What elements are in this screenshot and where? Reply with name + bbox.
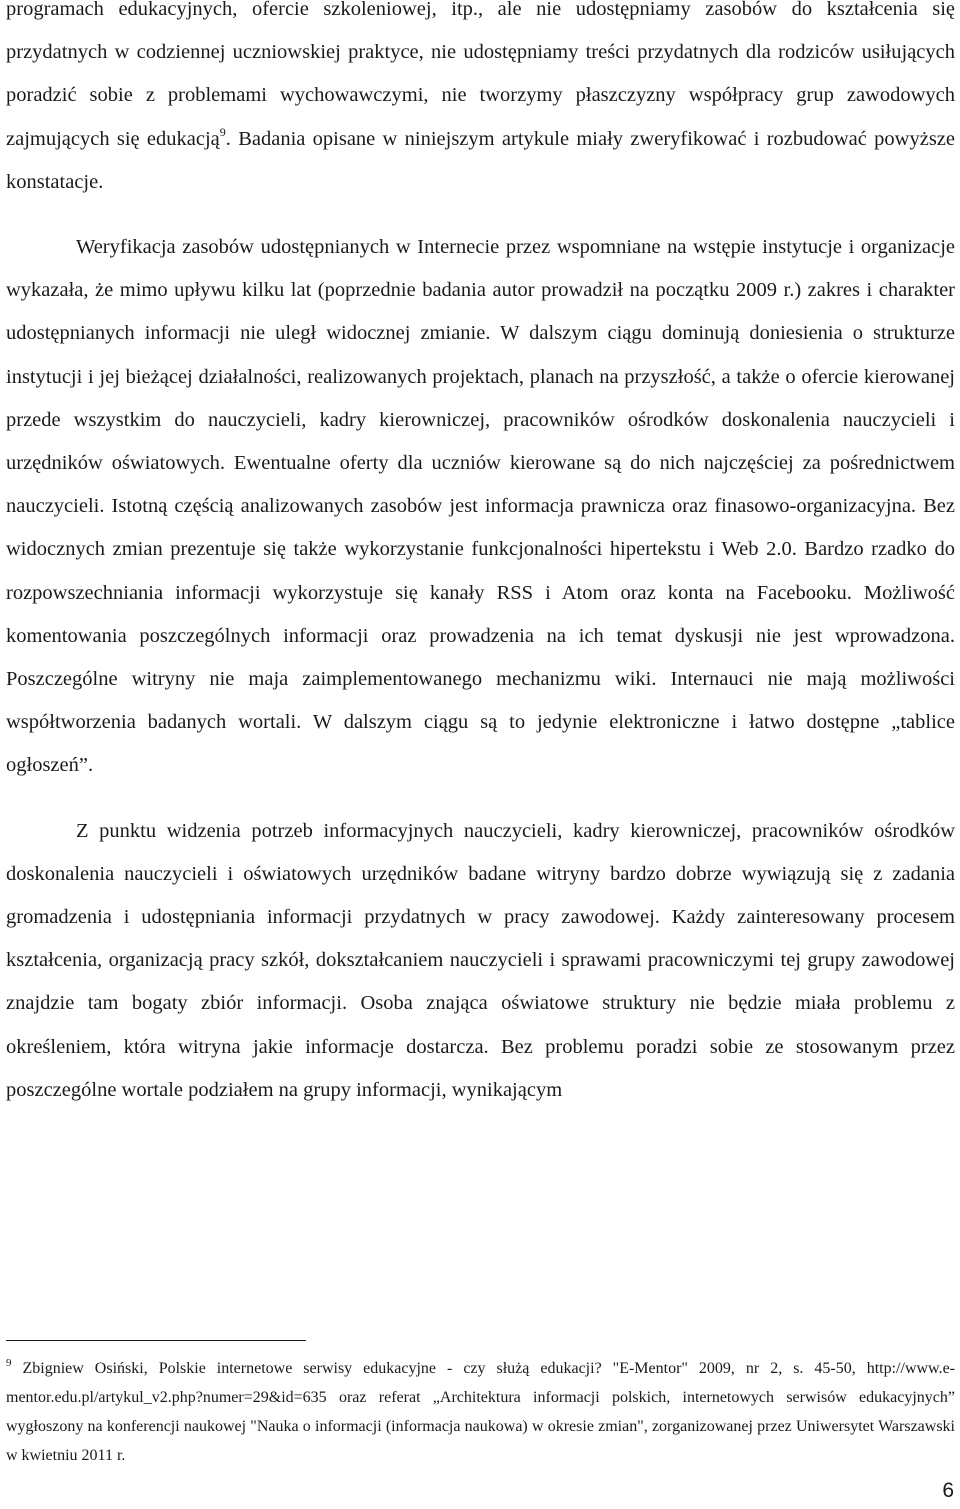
footnote-reference[interactable]: 9 (219, 124, 226, 139)
page-number: 6 (942, 1479, 954, 1502)
paragraph-3: Z punktu widzenia potrzeb informacyjnych nauczycieli, kadry kierowniczej, pracowników ośrodków doskonalenia nauczycieli i oświatowych urzędników badane witryny bardzo dobrze wywiązują się z zadania gromadzenia i udostępniania informacji przydatnych w pracy zawodowej. Każdy zainteresowany procesem kształcenia, organizacją pracy szkół, dokształcaniem nauczycieli i sprawami pracowniczymi tej grupy zawodowej znajdzie tam bogaty zbiór informacji. Osoba znająca oświatowe struktury nie będzie miała problemu z określeniem, która witryna jakie informacje dostarcza. Bez problemu poradzi sobie ze stosowanym przez poszczególne wortale podziałem na grupy informacji, wynikającym (6, 819, 955, 1101)
document-body (6, 0, 955, 1112)
paragraph-gap (6, 204, 955, 226)
footnote (6, 1354, 955, 1470)
footnote-number: 9 (6, 1357, 12, 1369)
paragraph-2: Weryfikacja zasobów udostępnianych w Internecie przez wspomniane na wstępie instytucje i organizacje wykazała, że mimo upływu kilku lat (poprzednie badania autor prowadził na początku 2009 r.) zakres i charakter udostępnianych informacji nie uległ widocznej zmianie. W dalszym ciągu dominują doniesienia o strukturze instytucji i jej bieżącej działalności, realizowanych projektach, planach na przyszłość, a także o ofercie kierowanej przede wszystkim do nauczycieli, kadry kierowniczej, pracowników ośrodków doskonalenia nauczycieli i urzędników oświatowych. Ewentualne oferty dla uczniów kierowane są do nich najczęściej za pośrednictwem nauczycieli. Istotną częścią analizowanych zasobów jest informacja prawnicza oraz finasowo-organizacyjna. Bez widocznych zmian prezentuje się także wykorzystanie funkcjonalności hipertekstu i Web 2.0. Bardzo rzadko do rozpowszechniania informacji wykorzystuje się kanały RSS i Atom oraz konta na Facebooku. Możliwość komentowania poszczególnych informacji oraz prowadzenia na ich temat dyskusji nie jest wprowadzona. Poszczególne witryny nie maja zaimplementowanego mechanizmu wiki. Internauci nie mają możliwości współtworzenia badanych wortali. W dalszym ciągu są to jedynie elektroniczne i łatwo dostępne „tablice ogłoszeń”. (6, 236, 955, 777)
paragraph-gap (6, 788, 955, 810)
paragraph-1-continuation: . Badania opisane w niniejszym artykule miały zweryfikować i rozbudować powyższe konstatacje. (6, 127, 955, 193)
paragraph-1 (6, 0, 955, 204)
paragraph-1-text: programach edukacyjnych, ofercie szkoleniowej, itp., ale nie udostępniamy zasobów do kształcenia się przydatnych w codziennej uczniowskiej praktyce, nie udostępniamy treści przydatnych dla rodziców usiłujących poradzić sobie z problemami wychowawczymi, nie tworzymy płaszczyzny współpracy grup zawodowych zajmujących się edukacją (6, 0, 955, 150)
footnote-separator (6, 1340, 306, 1341)
footnote-text: Zbigniew Osiński, Polskie internetowe serwisy edukacyjne - czy służą edukacji? "E-Mentor" 2009, nr 2, s. 45-50, http://www.e-mentor.edu.pl/artykul_v2.php?numer=29&id=635 oraz referat „Architektura informacji polskich, internetowych serwisów edukacyjnych” wygłoszony na konferencji naukowej "Nauka o informacji (informacja naukowa) w okresie zmian", zorganizowanej przez Uniwersytet Warszawski w kwietniu 2011 r. (6, 1360, 956, 1464)
